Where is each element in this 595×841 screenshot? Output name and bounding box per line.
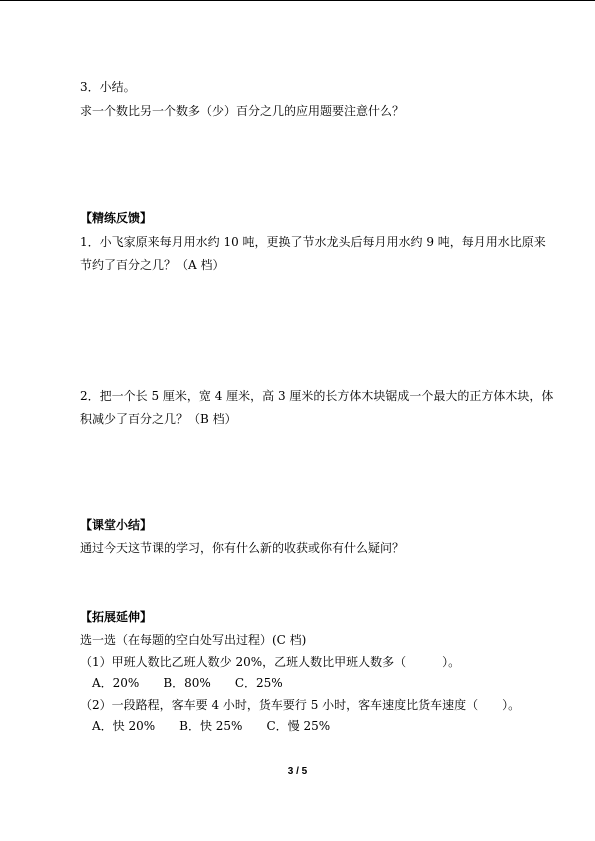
extension-intro: 选一选（在每题的空白处写出过程）(C 档) [80,633,307,647]
class-summary-text: 通过今天这节课的学习，你有什么新的收获或你有什么疑问？ [80,541,405,555]
extension-q1-options: A．20% B．80% C．25% [92,676,283,690]
extension-title: 【拓展延伸】 [80,610,153,624]
practice-q1-line1: 1．小飞家原来每月用水约 10 吨，更换了节水龙头后每月用水约 9 吨，每月用水比原来 [80,235,546,249]
practice-q1-line2: 节约了百分之几？（A 档） [80,258,225,272]
page-number: 3 / 5 [287,766,308,777]
header-rule [0,0,595,1]
class-summary-title: 【课堂小结】 [80,518,153,532]
practice-title: 【精练反馈】 [80,211,153,225]
summary-heading: 3．小结。 [80,80,136,94]
summary-question: 求一个数比另一个数多（少）百分之几的应用题要注意什么？ [80,104,405,118]
extension-q2-options: A．快 20% B．快 25% C．慢 25% [92,719,331,733]
practice-q2-line2: 积减少了百分之几？（B 档） [80,412,237,426]
extension-q2: （2）一段路程，客车要 4 小时，货车要行 5 小时，客车速度比货车速度（ ）。 [80,698,521,712]
practice-q2-line1: 2．把一个长 5 厘米，宽 4 厘米，高 3 厘米的长方体木块锯成一个最大的正方体木块，体 [80,389,554,403]
extension-q1: （1）甲班人数比乙班人数少 20%，乙班人数比甲班人数多（ ）。 [80,655,461,669]
